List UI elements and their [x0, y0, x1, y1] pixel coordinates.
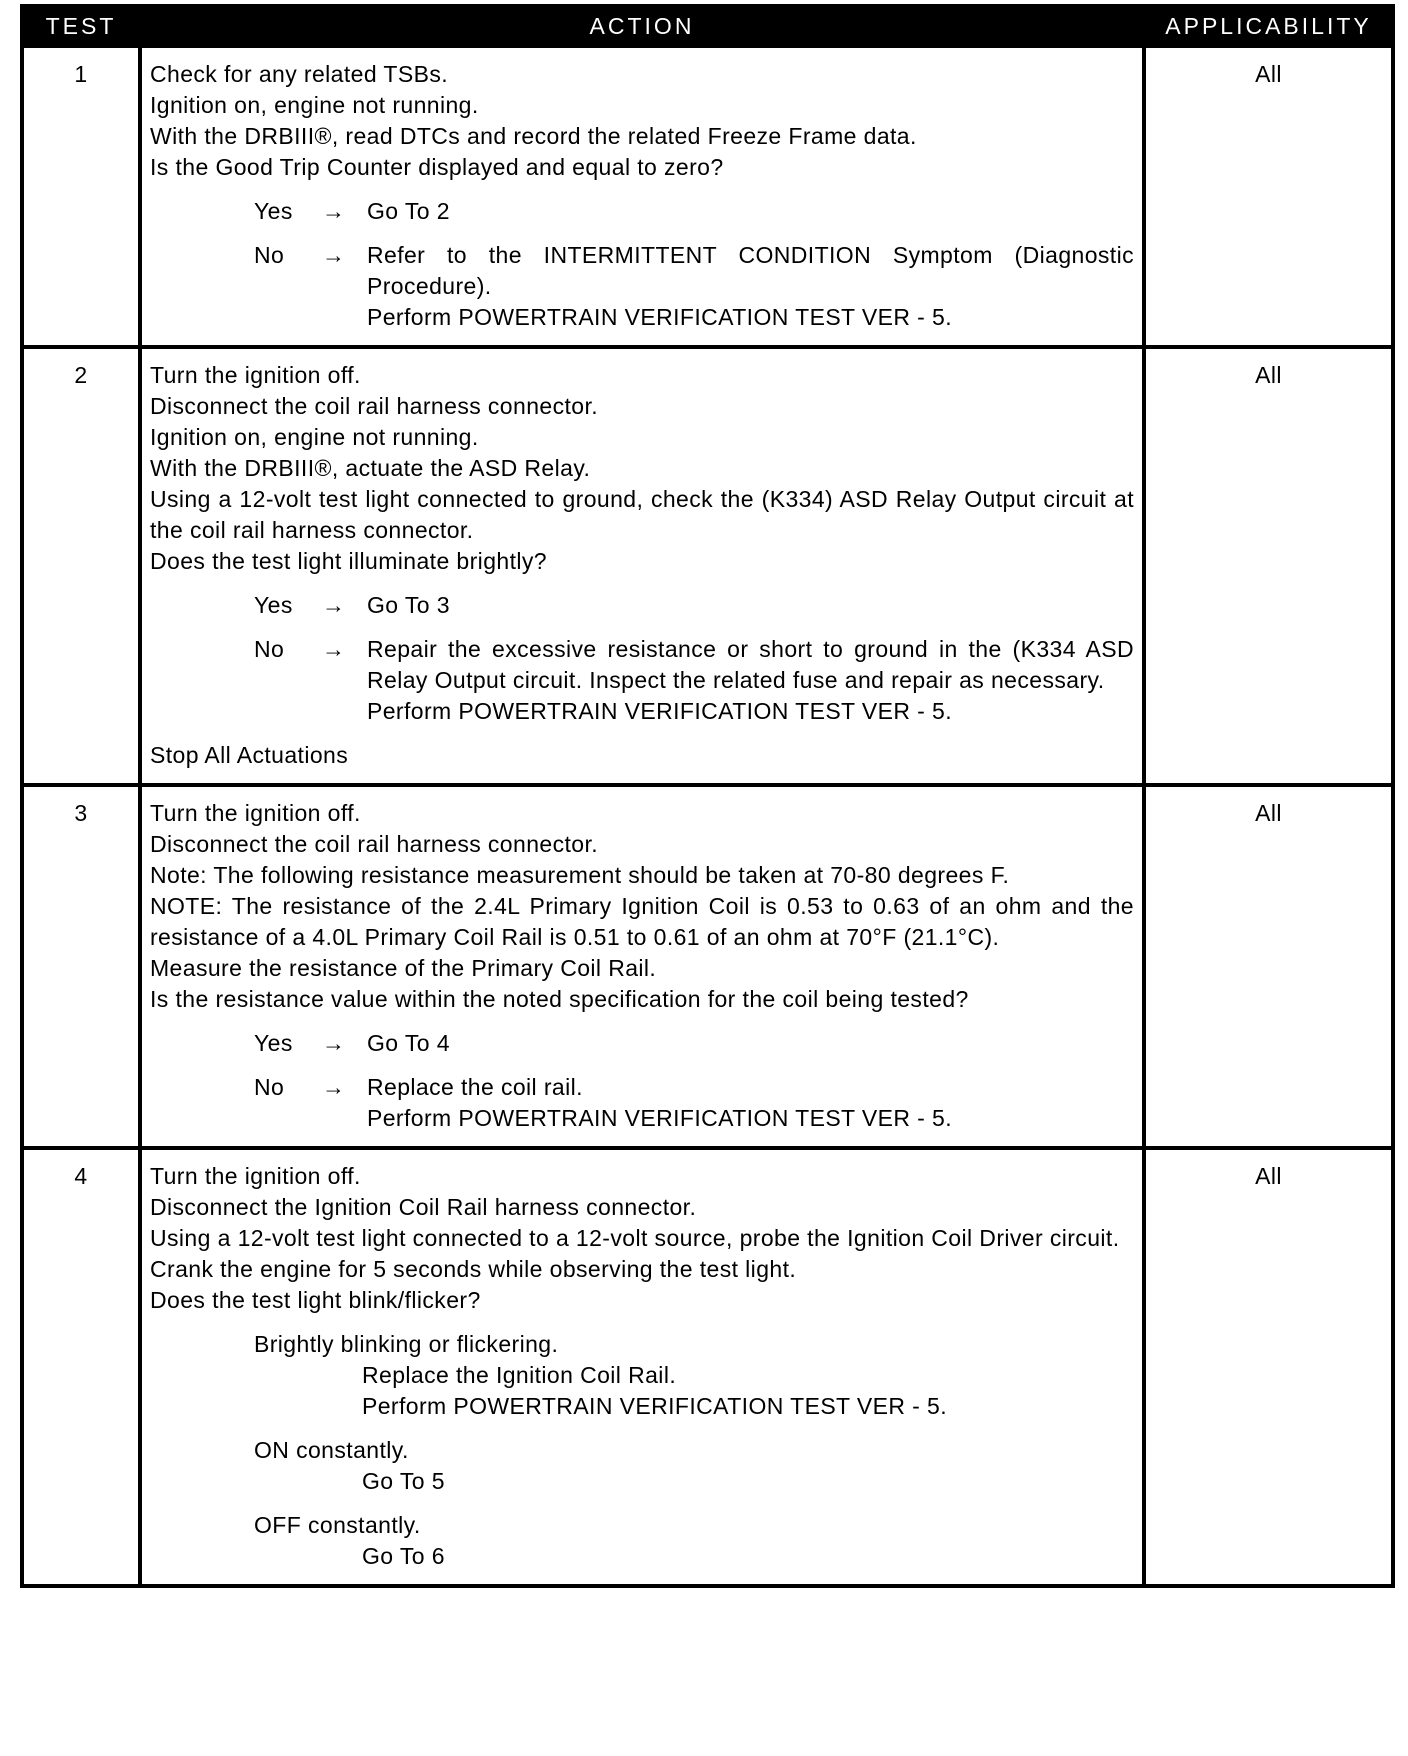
no-text-block: [367, 634, 1134, 727]
no-text-2: Perform POWERTRAIN VERIFICATION TEST VER - 5.: [367, 304, 952, 330]
no-answer: [254, 1072, 1134, 1134]
arrow-right-icon: →: [322, 636, 346, 662]
outcome-step: Perform POWERTRAIN VERIFICATION TEST VER - 5.: [362, 1393, 947, 1419]
arrow-right-icon: →: [322, 592, 346, 618]
outcome-title: ON constantly.: [254, 1437, 409, 1463]
action-line: Using a 12-volt test light connected to a 12-volt source, probe the Ignition Coil Driver circuit.: [150, 1225, 1120, 1251]
outcome-step: Go To 6: [362, 1543, 445, 1569]
yes-label: Yes: [254, 592, 293, 618]
no-label: No: [254, 242, 285, 268]
no-text: Replace the coil rail.: [367, 1074, 583, 1100]
arrow-right-icon: →: [322, 1030, 346, 1056]
action-line: Ignition on, engine not running.: [150, 92, 479, 118]
test-action: [140, 1148, 1144, 1586]
arrow-right-icon: →: [322, 1074, 346, 1100]
action-line: Turn the ignition off.: [150, 362, 361, 388]
test-action: [140, 785, 1144, 1148]
test-row-2: [22, 347, 1393, 785]
outcome-step: Replace the Ignition Coil Rail.: [362, 1362, 677, 1388]
stop-actuations-note: Stop All Actuations: [150, 742, 349, 768]
no-answer: [254, 634, 1134, 727]
outcome-title: Brightly blinking or flickering.: [254, 1331, 559, 1357]
action-line: Disconnect the Ignition Coil Rail harness connector.: [150, 1194, 697, 1220]
action-line: Is the resistance value within the noted specification for the coil being tested?: [150, 986, 969, 1012]
action-line: With the DRBIII®, read DTCs and record the related Freeze Frame data.: [150, 123, 917, 149]
diagnostic-test-table: [20, 4, 1395, 1588]
action-line: NOTE: The resistance of the 2.4L Primary Ignition Coil is 0.53 to 0.63 of an ohm and the resistance of a 4.0L Primary Coil Rail is 0.51 to 0.61 of an ohm at 70°F (21.1°C).: [150, 893, 1134, 950]
test-number: 4: [22, 1148, 140, 1586]
outcome-step: Go To 5: [362, 1468, 445, 1494]
action-line: Is the Good Trip Counter displayed and equal to zero?: [150, 154, 724, 180]
outcome-on-constantly: [254, 1435, 1134, 1497]
action-line: Using a 12-volt test light connected to ground, check the (K334) ASD Relay Output circuit at the coil rail harness connector.: [150, 486, 1134, 543]
test-action: [140, 347, 1144, 785]
no-label: No: [254, 1074, 285, 1100]
header-test: TEST: [22, 6, 140, 46]
test-row-3: [22, 785, 1393, 1148]
no-text-2: Perform POWERTRAIN VERIFICATION TEST VER - 5.: [367, 698, 952, 724]
test-number: 1: [22, 46, 140, 347]
action-line: Ignition on, engine not running.: [150, 424, 479, 450]
no-text-2: Perform POWERTRAIN VERIFICATION TEST VER - 5.: [367, 1105, 952, 1131]
test-applicability: All: [1144, 46, 1393, 347]
no-label: No: [254, 636, 285, 662]
test-row-1: [22, 46, 1393, 347]
action-line: Turn the ignition off.: [150, 1163, 361, 1189]
action-line: Measure the resistance of the Primary Coil Rail.: [150, 955, 657, 981]
action-line: Note: The following resistance measurement should be taken at 70-80 degrees F.: [150, 862, 1010, 888]
yes-text: Go To 3: [367, 592, 450, 618]
yes-answer: [254, 590, 1134, 621]
yes-answer: [254, 196, 1134, 227]
header-action: ACTION: [140, 6, 1144, 46]
yes-label: Yes: [254, 1030, 293, 1056]
action-line: Crank the engine for 5 seconds while observing the test light.: [150, 1256, 797, 1282]
outcome-title: OFF constantly.: [254, 1512, 421, 1538]
no-text-block: [367, 240, 1134, 333]
test-applicability: All: [1144, 785, 1393, 1148]
header-applicability: APPLICABILITY: [1144, 6, 1393, 46]
action-line: With the DRBIII®, actuate the ASD Relay.: [150, 455, 591, 481]
outcome-off-constantly: [254, 1510, 1134, 1572]
action-line: Turn the ignition off.: [150, 800, 361, 826]
table-header-row: [22, 6, 1393, 46]
yes-text: Go To 2: [367, 198, 450, 224]
yes-label: Yes: [254, 198, 293, 224]
test-applicability: All: [1144, 347, 1393, 785]
yes-text: Go To 4: [367, 1030, 450, 1056]
action-line: Disconnect the coil rail harness connector.: [150, 831, 599, 857]
no-answer: [254, 240, 1134, 333]
test-number: 3: [22, 785, 140, 1148]
diagnostic-document: [20, 4, 1391, 1588]
action-line: Does the test light blink/flicker?: [150, 1287, 481, 1313]
test-applicability: All: [1144, 1148, 1393, 1586]
action-line: Check for any related TSBs.: [150, 61, 449, 87]
no-text: Refer to the INTERMITTENT CONDITION Symptom (Diagnostic Procedure).: [367, 242, 1134, 299]
action-line: Disconnect the coil rail harness connector.: [150, 393, 599, 419]
test-action: [140, 46, 1144, 347]
action-line: Does the test light illuminate brightly?: [150, 548, 547, 574]
no-text: Repair the excessive resistance or short to ground in the (K334 ASD Relay Output circuit. Inspect the related fuse and repair as necessary.: [367, 636, 1134, 693]
no-text-block: [367, 1072, 1134, 1134]
arrow-right-icon: →: [322, 242, 346, 268]
test-number: 2: [22, 347, 140, 785]
outcome-blinking: [254, 1329, 1134, 1422]
arrow-right-icon: →: [322, 198, 346, 224]
yes-answer: [254, 1028, 1134, 1059]
test-row-4: [22, 1148, 1393, 1586]
